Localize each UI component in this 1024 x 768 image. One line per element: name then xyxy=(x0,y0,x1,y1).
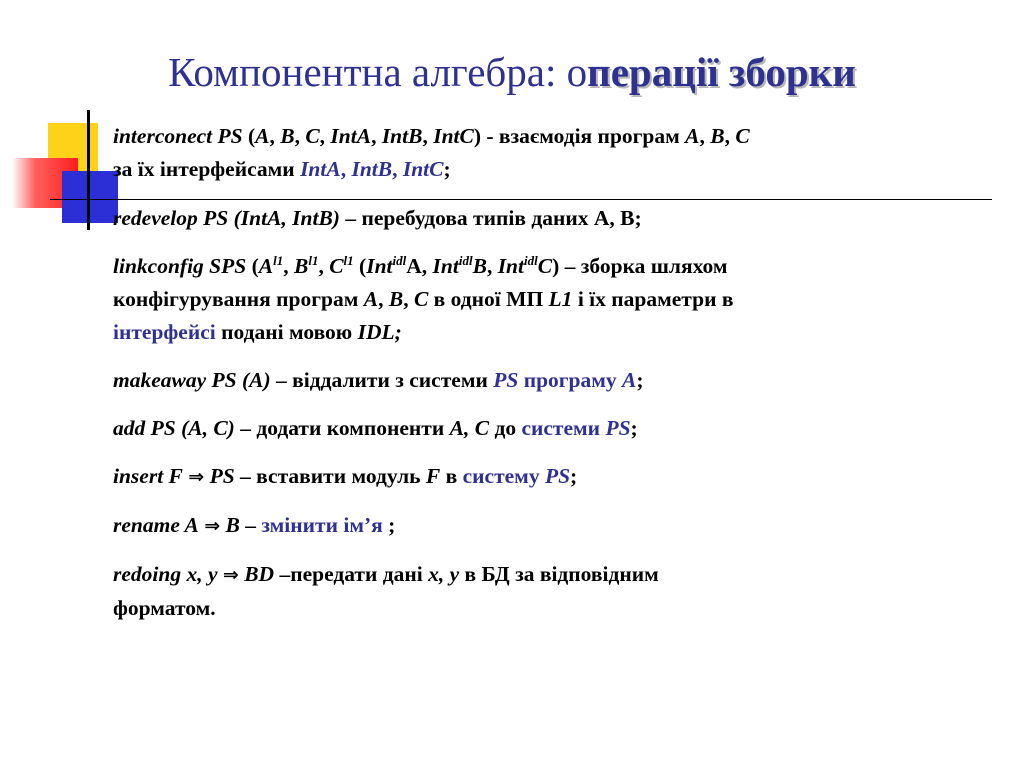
insert-desc: – вставити модуль xyxy=(234,464,426,488)
add-cmd: add PS xyxy=(113,416,176,440)
makeaway-a: A xyxy=(622,368,637,392)
interconnect-desc2: за їх інтерфейсами xyxy=(113,157,301,181)
sep: , xyxy=(699,124,711,148)
sep: , xyxy=(294,124,306,148)
linkconfig-c: C xyxy=(329,254,344,278)
slide-title xyxy=(0,48,1024,96)
item-makeaway xyxy=(113,364,993,397)
deco-vertical-line xyxy=(87,110,90,230)
sup-idl: idl xyxy=(524,252,538,268)
makeaway-end: ; xyxy=(636,368,644,392)
title-normal: Компонентна алгебра: о xyxy=(168,49,588,95)
linkconfig-b: B xyxy=(388,287,404,311)
redevelop-desc: – перебудова типів даних А, В; xyxy=(339,206,642,230)
operations-list xyxy=(113,120,993,625)
redoing-desc3: форматом. xyxy=(113,596,216,620)
interconnect-cmd: interconect PS xyxy=(113,124,243,148)
redoing-bd: BD xyxy=(244,562,275,586)
item-linkconfig: linkconfig SPS ($A^{l1}$, $B^{l1}$, $C^{l1}$ (Int$^{idl}$A, Int$^{idl}$B, Int$^{idl}$C) – зборка шляхом конфігурування програм A, B, C в одної МП L1 і їх параметри в інтерфейсі подані мовою IDL; xyxy=(113,252,734,344)
add-ps: PS xyxy=(605,416,631,440)
linkconfig-iface: інтерфейсі xyxy=(113,320,216,344)
redoing-desc2: в БД за відповідним xyxy=(459,562,659,586)
makeaway-prog: програму xyxy=(518,368,623,392)
insert-into: в xyxy=(440,464,463,488)
linkconfig-c2: C xyxy=(537,254,553,278)
interconnect-inta: IntA xyxy=(330,124,372,148)
interconnect-b: B xyxy=(280,124,295,148)
sup-l1: l1 xyxy=(343,252,354,268)
interconnect-desc1: взаємодія програм xyxy=(498,124,686,148)
rename-cmd: rename A xyxy=(113,513,199,537)
linkconfig-open: ( xyxy=(246,254,259,278)
interconnect-close: ) - xyxy=(473,124,499,148)
interconnect-a: A xyxy=(255,124,270,148)
sep: , xyxy=(392,157,403,181)
linkconfig-a: A xyxy=(258,254,274,278)
title-emphasis: перації зборки xyxy=(587,49,856,95)
interconnect-intc: IntC xyxy=(433,124,474,148)
rename-b: B xyxy=(225,513,240,537)
rename-dash: – xyxy=(239,513,262,537)
makeaway-desc: – віддалити з системи xyxy=(270,368,494,392)
item-interconnect xyxy=(113,120,993,186)
linkconfig-int: Int xyxy=(432,254,459,278)
insert-cmd: insert F xyxy=(113,464,183,488)
sep: , xyxy=(724,124,736,148)
linkconfig-c: C xyxy=(413,287,429,311)
interconnect-open: ( xyxy=(242,124,256,148)
redevelop-cmd: redevelop PS xyxy=(113,206,229,230)
sep: , xyxy=(422,124,434,148)
insert-end: ; xyxy=(570,464,578,488)
redoing-desc1: –передати дані xyxy=(274,562,429,586)
linkconfig-int: Int xyxy=(366,254,393,278)
sup-idl: idl xyxy=(392,252,407,268)
sup-l1: l1 xyxy=(273,252,284,268)
linkconfig-desc2: конфігурування програм xyxy=(113,287,364,311)
add-to: до xyxy=(489,416,522,440)
rename-end: ; xyxy=(382,513,396,537)
makeaway-ps: PS xyxy=(493,368,519,392)
item-rename xyxy=(113,509,993,543)
insert-ps: PS xyxy=(209,464,235,488)
linkconfig-desc1: – зборка шляхом xyxy=(559,254,728,278)
interconnect-a: A xyxy=(685,124,700,148)
linkconfig-desc3: в одної МП xyxy=(428,287,549,311)
interconnect-intc-hl: IntC xyxy=(402,157,444,181)
interconnect-intb: IntB xyxy=(381,124,423,148)
implies-arrow-icon: ⇒ xyxy=(204,515,221,537)
insert-ps2: PS xyxy=(544,464,571,488)
insert-f: F xyxy=(425,464,441,488)
implies-arrow-icon: ⇒ xyxy=(222,564,239,586)
sup-idl: idl xyxy=(458,252,473,268)
redoing-cmd: redoing x, y xyxy=(113,562,218,586)
linkconfig-close: ) xyxy=(552,254,560,278)
sep: , xyxy=(340,157,352,181)
add-desc: – додати компоненти xyxy=(234,416,450,440)
add-end: ; xyxy=(630,416,638,440)
redoing-xy: x, y xyxy=(428,562,460,586)
makeaway-args: (A) xyxy=(236,368,271,392)
sup-l1: l1 xyxy=(308,252,319,268)
add-args: (A, C) xyxy=(175,416,235,440)
insert-sys: систему xyxy=(462,464,545,488)
interconnect-c: C xyxy=(735,124,750,148)
sep: , xyxy=(269,124,281,148)
item-redevelop xyxy=(113,202,993,235)
implies-arrow-icon: ⇒ xyxy=(188,466,205,488)
item-insert xyxy=(113,460,993,494)
linkconfig-desc5: подані мовою xyxy=(215,320,358,344)
item-redoing xyxy=(113,558,993,625)
interconnect-b: B xyxy=(710,124,725,148)
interconnect-end: ; xyxy=(443,157,451,181)
linkconfig-a: A xyxy=(363,287,379,311)
linkconfig-b: B xyxy=(293,254,309,278)
linkconfig-b2: B xyxy=(472,254,487,278)
interconnect-inta-hl: IntA xyxy=(300,157,341,181)
item-add xyxy=(113,412,993,445)
interconnect-c: C xyxy=(305,124,320,148)
linkconfig-a2: A xyxy=(406,254,422,278)
rename-desc: змінити ім’я xyxy=(261,513,383,537)
linkconfig-l1: L1 xyxy=(548,287,573,311)
linkconfig-int: Int xyxy=(497,254,524,278)
add-ac: A, C xyxy=(449,416,490,440)
add-sys: системи xyxy=(521,416,606,440)
makeaway-cmd: makeaway PS xyxy=(113,368,237,392)
linkconfig-idl: IDL; xyxy=(357,320,402,344)
sep: , xyxy=(319,124,331,148)
linkconfig-desc4: і їх параметри в xyxy=(572,287,734,311)
redevelop-args: (IntA, IntB) xyxy=(233,206,340,230)
linkconfig-cmd: linkconfig SPS xyxy=(113,254,247,278)
sep: , xyxy=(371,124,382,148)
deco-blue-square xyxy=(62,171,118,223)
interconnect-intb-hl: IntB xyxy=(351,157,393,181)
